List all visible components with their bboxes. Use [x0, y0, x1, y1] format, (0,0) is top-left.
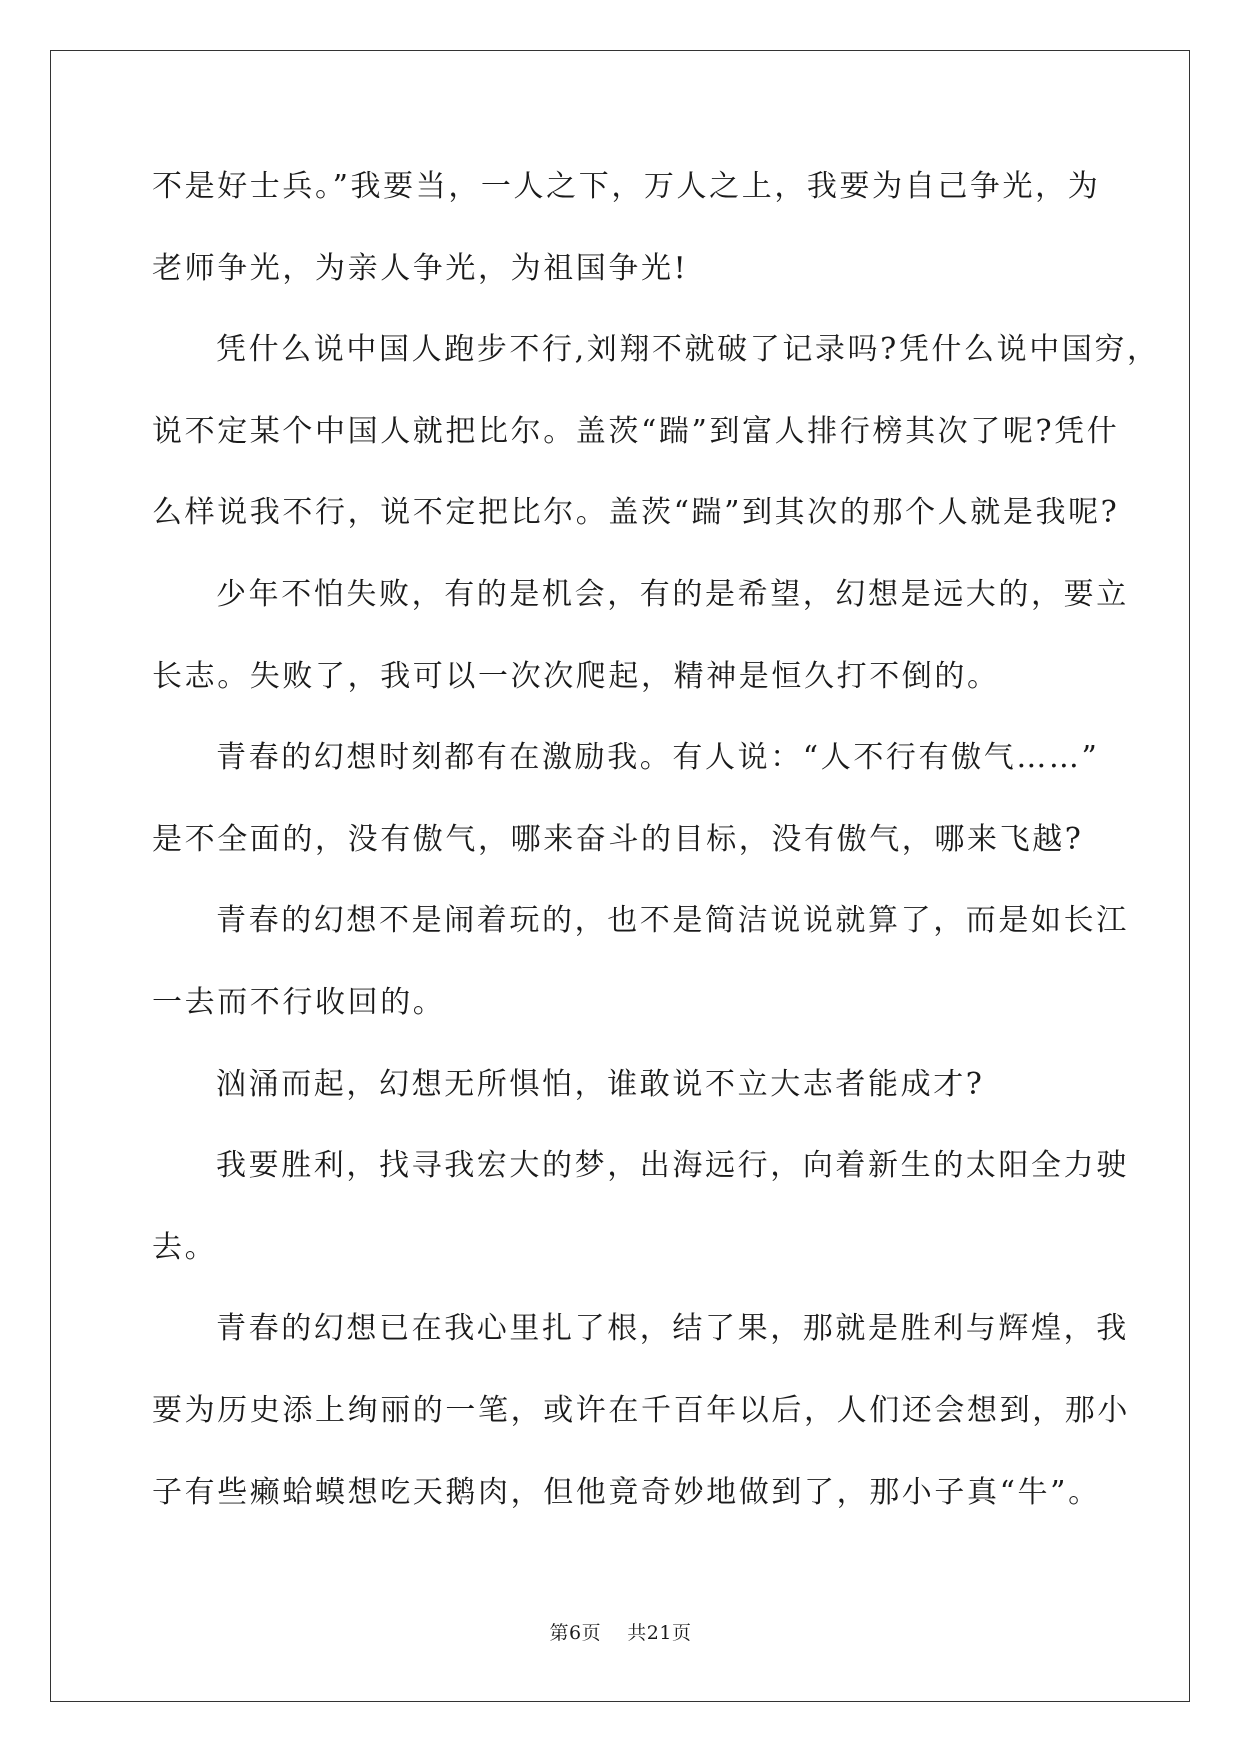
- total-pages: 共21页: [627, 1622, 692, 1644]
- text-line-16: 要为历史添上绚丽的一笔，或许在千百年以后，人们还会想到，那小: [152, 1392, 1130, 1428]
- text-line-17: 子有些癞蛤蟆想吃天鹅肉，但他竟奇妙地做到了，那小子真“牛”。: [152, 1474, 1101, 1510]
- text-line-13: 我要胜利，找寻我宏大的梦，出海远行，向着新生的太阳全力驶: [216, 1148, 1129, 1184]
- text-line-7: 长志。失败了，我可以一次次爬起，精神是恒久打不倒的。: [152, 658, 1000, 694]
- text-line-15: 青春的幻想已在我心里扎了根，结了果，那就是胜利与辉煌，我: [216, 1311, 1129, 1347]
- document-body: [152, 158, 1160, 1545]
- text-line-11: 一去而不行收回的。: [152, 984, 446, 1020]
- text-line-8: 青春的幻想时刻都有在激励我。有人说：“人不行有傲气……”: [216, 740, 1100, 776]
- text-line-10: 青春的幻想不是闹着玩的，也不是简洁说说就算了，而是如长江: [216, 903, 1129, 939]
- text-line-2: 老师争光，为亲人争光，为祖国争光!: [152, 250, 689, 286]
- text-line-3: 凭什么说中国人跑步不行,刘翔不就破了记录吗?凭什么说中国穷，: [216, 332, 1160, 368]
- text-line-9: 是不全面的，没有傲气，哪来奋斗的目标，没有傲气，哪来飞越?: [152, 821, 1084, 857]
- text-line-6: 少年不怕失败，有的是机会，有的是希望，幻想是远大的，要立: [216, 576, 1129, 612]
- page-number: 第6页: [549, 1622, 602, 1644]
- text-line-1: 不是好士兵。”我要当，一人之下，万人之上，我要为自己争光，为: [152, 169, 1101, 204]
- text-line-14: 去。: [152, 1229, 218, 1265]
- text-line-5: 么样说我不行，说不定把比尔。盖茨“踹”到其次的那个人就是我呢?: [152, 495, 1120, 531]
- page-footer: [0, 1618, 1241, 1645]
- text-line-12: 汹涌而起，幻想无所惧怕，谁敢说不立大志者能成才?: [216, 1066, 985, 1102]
- text-line-4: 说不定某个中国人就把比尔。盖茨“踹”到富人排行榜其次了呢?凭什: [152, 413, 1120, 449]
